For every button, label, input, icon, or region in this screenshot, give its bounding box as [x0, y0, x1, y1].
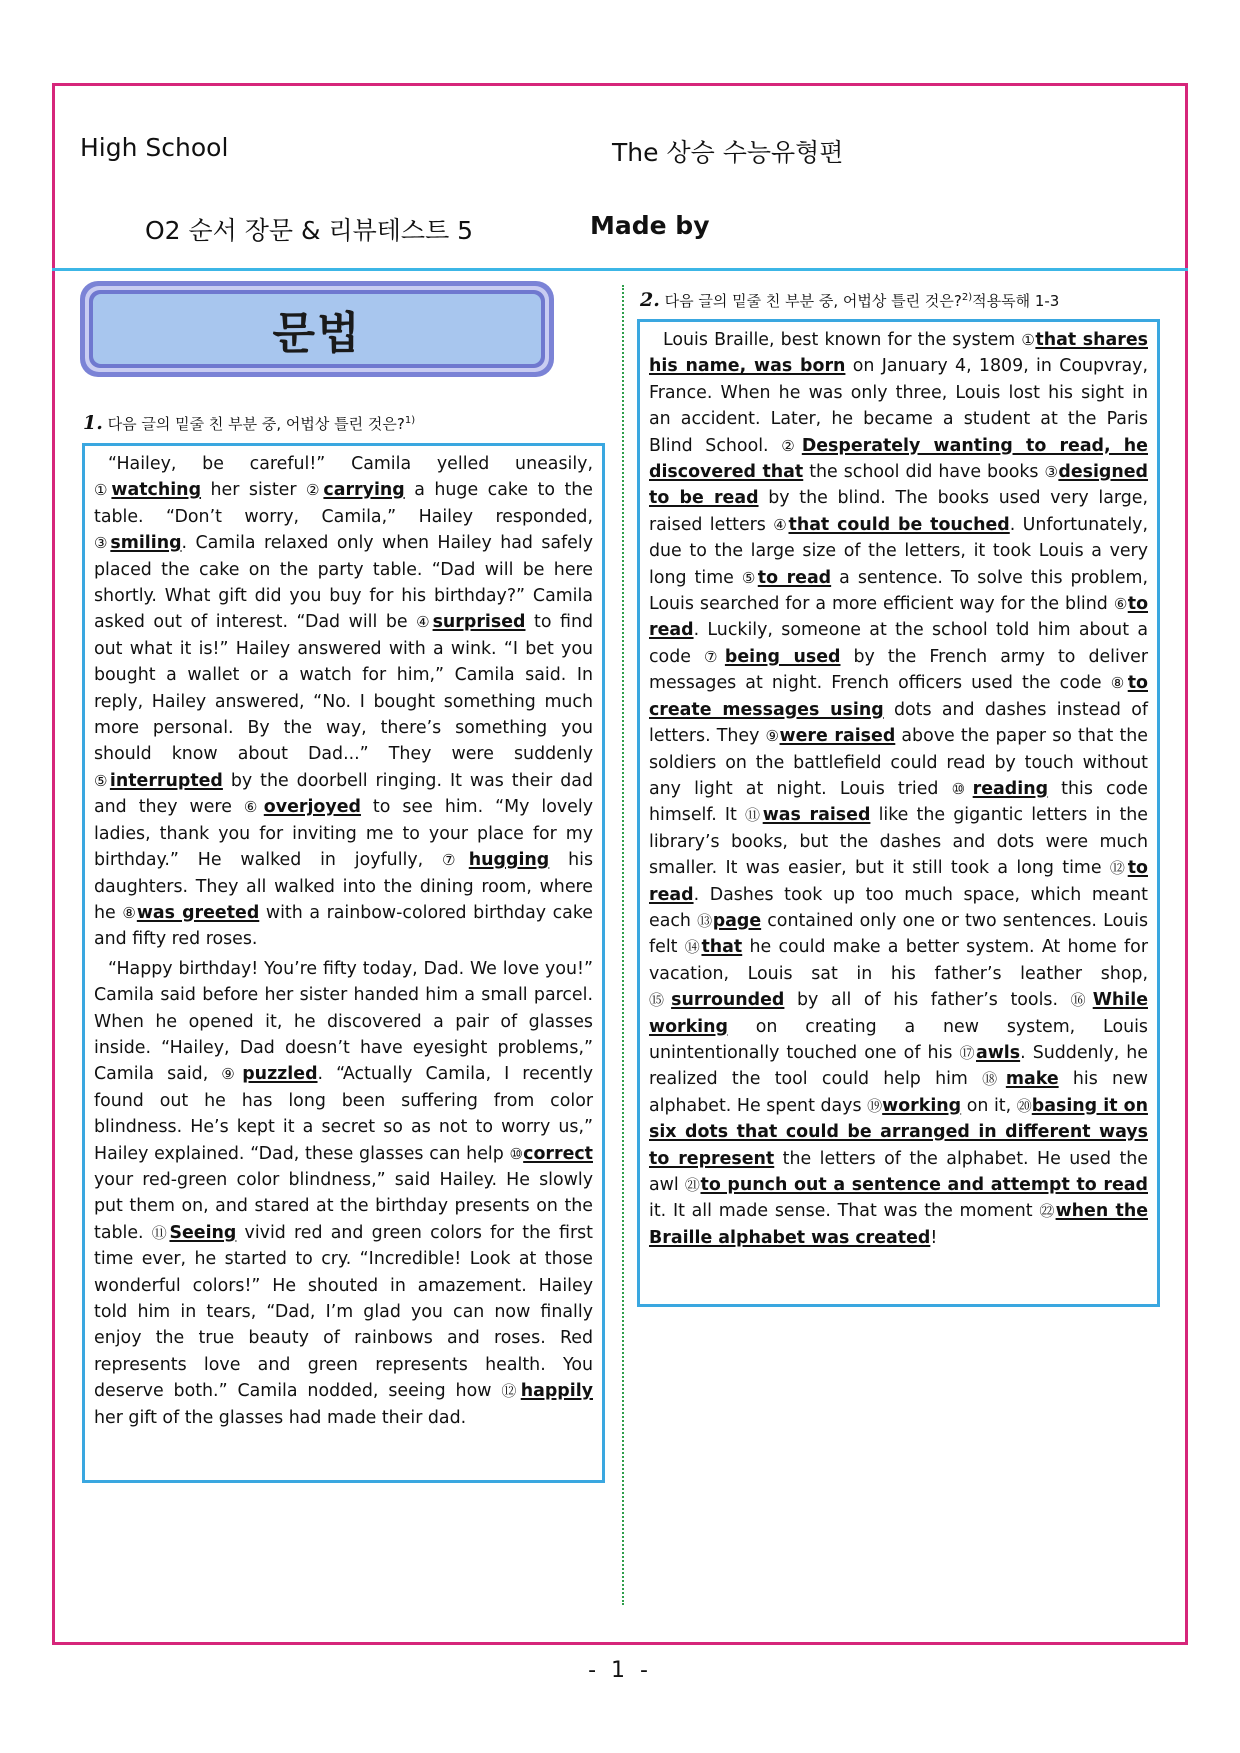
q2-passage-box	[637, 319, 1160, 1307]
passage-text: . Suddenly, he realized the tool could help him	[649, 1042, 1148, 1090]
underlined-choice: awls	[976, 1042, 1021, 1063]
choice-number: ②	[781, 436, 802, 455]
choice-number: ②	[306, 481, 324, 500]
underlined-choice: surprised	[432, 612, 526, 633]
passage-text: her sister	[201, 480, 306, 501]
underlined-choice: interrupted	[109, 770, 223, 791]
passage-text: a sentence. To solve this problem, Louis searched for a more efficient way for the blind	[649, 567, 1149, 615]
underlined-choice: overjoyed	[263, 797, 361, 818]
choice-number: ⑨	[221, 1065, 243, 1084]
choice-number: ⑳	[1016, 1096, 1032, 1115]
choice-number: ⑫	[1109, 859, 1128, 878]
underlined-choice: that shares his name, was born	[649, 330, 1148, 377]
q2-source: 적용독해 1-3	[972, 292, 1060, 310]
passage-text: your red-green color blindness,” said Hailey. He slowly put them on, and stared at the birthday presents on the table.	[94, 1169, 593, 1243]
choice-number: ⑤	[741, 568, 758, 587]
underlined-choice: Desperately wanting to read, he discovered that	[649, 435, 1148, 483]
q2-title	[640, 289, 1059, 311]
underlined-choice: make	[1005, 1069, 1059, 1090]
q2-number: 2.	[640, 289, 660, 311]
section-title-banner	[80, 281, 554, 377]
passage-text: Louis Braille, best known for the system	[663, 330, 1022, 350]
q2-footnote: 2)	[961, 292, 973, 303]
column-divider	[622, 285, 624, 1605]
choice-number: ⑭	[684, 938, 702, 957]
passage-text: contained only one or two sentences. Louis felt	[649, 910, 1149, 958]
passage-text: by the doorbell ringing. It was their dad and they were	[94, 770, 593, 818]
choice-number: ⑪	[745, 806, 763, 825]
underlined-choice: Seeing	[169, 1222, 237, 1243]
underlined-choice: surrounded	[671, 990, 785, 1011]
q1-number: 1.	[83, 412, 103, 434]
passage-text: vivid red and green colors for the first time ever, he started to cry. “Incredible! Look at those wonderful colors!” He shouted in amazement. Hailey told him in tears, “Dad, I’m glad you can now finally enjoy the true beauty of rainbows and roses. Red represents love and green represents health. You deserve both.” Camila nodded, seeing how	[94, 1222, 593, 1402]
underlined-choice: that	[701, 937, 743, 958]
underlined-choice: to read	[649, 858, 1148, 905]
choice-number: ⑰	[959, 1043, 976, 1062]
passage-text: he could make a better system. At home for vacation, Louis sat in his father’s leather shop,	[649, 937, 1148, 984]
choice-number: ㉑	[684, 1176, 701, 1194]
choice-number: ①	[1021, 331, 1036, 349]
underlined-choice: to create messages using	[649, 673, 1148, 720]
passage-text: the letters of the alphabet. He used the awl	[649, 1148, 1148, 1195]
choice-number: ⑱	[982, 1070, 1006, 1089]
choice-number: ⑥	[1113, 595, 1128, 614]
choice-number: ⑬	[697, 911, 713, 930]
q1-paragraph-2	[94, 956, 593, 1431]
passage-text: on it,	[961, 1095, 1017, 1116]
q1-paragraph-1	[94, 451, 593, 953]
passage-text: . Dashes took up too much space, which meant each	[649, 884, 1148, 931]
passage-text: the school did have books	[803, 462, 1045, 483]
choice-number: ③	[94, 534, 111, 553]
passage-text: on creating a new system, Louis unintentionally touched one of his	[649, 1016, 1148, 1063]
underlined-choice: carrying	[323, 480, 405, 501]
underlined-choice: working	[882, 1095, 962, 1116]
passage-text: . Luckily, someone at the school told him about a code	[649, 620, 1148, 667]
section-title: 문법	[93, 294, 541, 364]
passage-text: dots and dashes instead of letters. They	[649, 699, 1148, 747]
choice-number: ⑲	[867, 1096, 883, 1115]
passage-text: this code himself. It	[649, 778, 1148, 826]
choice-number: ⑧	[1110, 674, 1128, 693]
q2-prompt: 다음 글의 밑줄 친 부분 중, 어법상 틀린 것은?	[664, 292, 962, 310]
underlined-choice: to punch out a sentence and attempt to read	[700, 1175, 1148, 1195]
choice-number: ③	[1044, 463, 1059, 482]
passage-text: her gift of the glasses had made their dad.	[94, 1407, 467, 1428]
passage-text: on January 4, 1809, in Coupvray, France. When he was only three, Louis lost his sight in an accident. Later, he became a student at the Paris Blind School.	[649, 356, 1148, 456]
passage-text: above the paper so that the soldiers on the battlefield could read by touch without any light at night. Louis tried	[649, 726, 1148, 799]
underlined-choice: was greeted	[136, 902, 260, 923]
choice-number: ⑩	[509, 1144, 524, 1163]
choice-number: ④	[416, 613, 433, 632]
choice-number: ⑦	[703, 647, 725, 666]
underlined-choice: to read	[757, 567, 832, 588]
choice-number: ⑧	[122, 903, 137, 922]
header-left-title: High School	[80, 133, 229, 162]
underlined-choice: when the Braille alphabet was created	[649, 1201, 1148, 1248]
choice-number: ⑯	[1070, 991, 1093, 1010]
passage-text: by the French army to deliver messages at night. French officers used the code	[649, 646, 1148, 694]
passage-text: “Happy birthday! You’re fifty today, Dad. We love you!” Camila said before her sister handed him a small parcel. When he opened it, he discovered a pair of glasses inside. “Hailey, Dad doesn’t have eyesight problems,” Camila said,	[94, 958, 593, 1085]
passage-text: . Unfortunately, due to the large size of the letters, it took Louis a very long time	[649, 514, 1148, 588]
choice-number: ⑩	[951, 779, 973, 798]
header-right-subtitle: Made by	[590, 211, 710, 240]
choice-number: ⑮	[649, 991, 672, 1010]
q1-title	[83, 412, 415, 434]
passage-text: to find out what it is!” Hailey answered with a wink. “I bet you bought a wallet or a watch for him,” Camila said. In reply, Hailey answered, “No. I bought something much more personal. By the way, there’s something you should know about Dad...” They were suddenly	[94, 612, 594, 765]
underlined-choice: to read	[649, 594, 1149, 641]
underlined-choice: page	[712, 910, 762, 931]
underlined-choice: smiling	[110, 533, 182, 554]
passage-text: . Camila relaxed only when Hailey had safely placed the cake on the party table. “Dad will be here shortly. What gift did you buy for his birthday?” Camila asked out of interest. “Dad will be	[94, 533, 593, 633]
passage-text: to see him. “My lovely ladies, thank you for inviting me to your place for my birthday.” He walked in joyfully,	[94, 797, 593, 871]
choice-number: ⑦	[442, 851, 469, 870]
passage-text: like the gigantic letters in the library’s books, but the dashes and dots were much smaller. It was easier, but it still took a long time	[649, 805, 1148, 879]
choice-number: ④	[773, 515, 789, 534]
q1-prompt: 다음 글의 밑줄 친 부분 중, 어법상 틀린 것은?	[107, 415, 405, 433]
q2-paragraph-1	[649, 327, 1148, 1251]
choice-number: ⑨	[765, 727, 780, 746]
header-divider	[52, 268, 1188, 271]
choice-number: ㉒	[1039, 1202, 1056, 1221]
passage-text: by all of his father’s tools.	[784, 990, 1071, 1011]
underlined-choice: basing it on six dots that could be arranged in different ways to represent	[649, 1095, 1148, 1169]
passage-text: his new alphabet. He spent days	[649, 1069, 1148, 1116]
underlined-choice: designed to be read	[649, 462, 1149, 509]
underlined-choice: was raised	[762, 805, 871, 826]
underlined-choice: puzzled	[242, 1064, 318, 1085]
passage-text: it. It all made sense. That was the moment	[649, 1201, 1040, 1222]
passage-text: a huge cake to the table. “Don’t worry, Camila,” Hailey responded,	[94, 480, 594, 527]
passage-text: with a rainbow-colored birthday cake and fifty red roses.	[94, 902, 593, 950]
passage-text: his daughters. They all walked into the dining room, where he	[94, 850, 594, 923]
header-right-title: The 상승 수능유형편	[612, 138, 844, 167]
underlined-choice: watching	[111, 480, 202, 501]
underlined-choice: reading	[972, 778, 1049, 799]
underlined-choice: While working	[649, 990, 1148, 1037]
choice-number: ⑤	[94, 771, 110, 790]
passage-text: by the blind. The books used very large, raised letters	[649, 488, 1148, 535]
underlined-choice: being used	[724, 646, 841, 667]
underlined-choice: correct	[523, 1143, 593, 1164]
underlined-choice: hugging	[468, 850, 550, 871]
q1-footnote: 1)	[404, 415, 416, 426]
passage-text: !	[930, 1227, 938, 1248]
choice-number: ⑫	[501, 1382, 521, 1401]
choice-number: ①	[94, 481, 112, 500]
header-left-subtitle: O2 순서 장문 & 리뷰테스트 5	[145, 216, 474, 245]
passage-text: . “Actually Camila, I recently found out he has long been suffering from color blindness. He’s kept it a secret so as not to worry us,” Hailey explained. “Dad, these glasses can help	[94, 1064, 593, 1164]
underlined-choice: happily	[520, 1381, 593, 1402]
passage-text: “Hailey, be careful!” Camila yelled uneasily,	[108, 454, 593, 474]
q1-passage-box	[82, 443, 605, 1483]
underlined-choice: that could be touched	[788, 514, 1010, 535]
underlined-choice: were raised	[779, 726, 896, 747]
page-number: - 1 -	[588, 1658, 652, 1683]
choice-number: ⑥	[243, 798, 264, 817]
choice-number: ⑪	[151, 1223, 170, 1242]
